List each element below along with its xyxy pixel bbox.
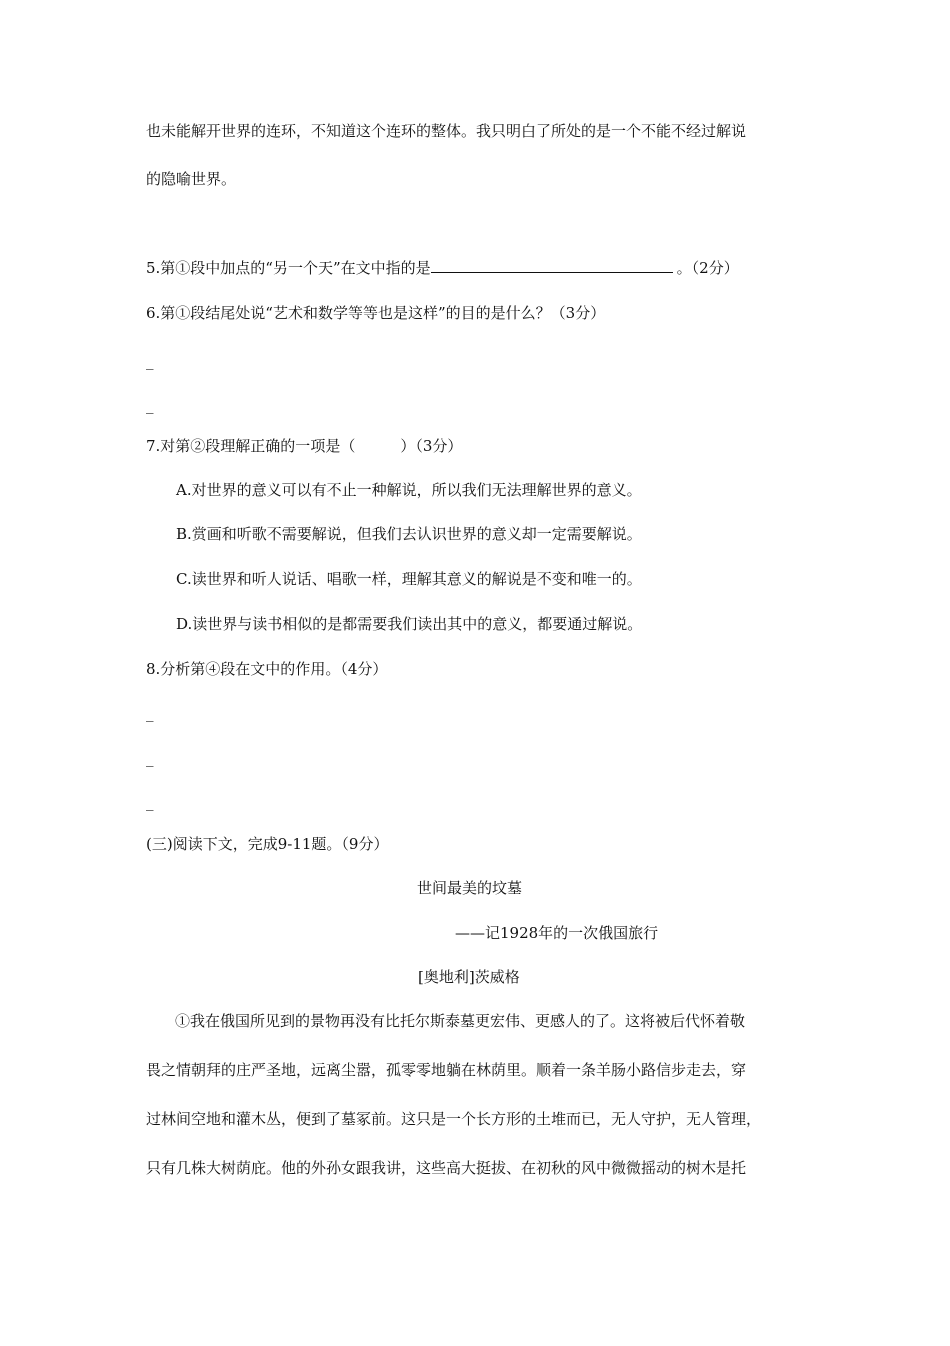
paragraph-line: 过林间空地和灌木丛，便到了墓冢前。这只是一个长方形的土堆而已，无人守护，无人管理， (146, 1110, 762, 1128)
passage-tail-line-2: 的隐喻世界。 (146, 170, 237, 188)
option-a[interactable]: A.对世界的意义可以有不止一种解说，所以我们无法理解世界的意义。 (176, 481, 642, 499)
answer-line[interactable]: _ (146, 396, 154, 414)
question-5 (146, 257, 739, 279)
paragraph-line: ①我在俄国所见到的景物再没有比托尔斯泰墓更宏伟、更感人的了。这将被后代怀着敬 (175, 1012, 746, 1030)
question-8: 8.分析第④段在文中的作用。（4分） (146, 660, 388, 678)
answer-line[interactable]: _ (146, 793, 154, 811)
paragraph-line: 只有几株大树荫庇。他的外孙女跟我讲，这些高大挺拔、在初秋的风中微微摇动的树木是托 (146, 1159, 747, 1177)
question-6: 6.第①段结尾处说“艺术和数学等等也是这样”的目的是什么？（3分） (146, 304, 606, 322)
paragraph-line: 畏之情朝拜的庄严圣地，远离尘嚣，孤零零地躺在林荫里。顺着一条羊肠小路信步走去，穿 (146, 1061, 747, 1079)
answer-line[interactable]: _ (146, 749, 154, 767)
question-7: 7.对第②段理解正确的一项是（ ）（3分） (146, 437, 463, 455)
article-author: [奥地利]茨威格 (418, 968, 520, 986)
section-3-heading: (三)阅读下文，完成9-11题。（9分） (146, 835, 389, 853)
answer-line[interactable]: _ (146, 704, 154, 722)
article-subtitle: ——记1928年的一次俄国旅行 (455, 924, 659, 942)
article-title: 世间最美的坟墓 (417, 879, 523, 897)
option-b[interactable]: B.赏画和听歌不需要解说，但我们去认识世界的意义却一定需要解说。 (176, 525, 642, 543)
question-5-text: 5.第①段中加点的“另一个天”在文中指的是 (146, 259, 431, 277)
answer-blank[interactable] (431, 258, 673, 273)
passage-tail-line-1: 也未能解开世界的连环，不知道这个连环的整体。我只明白了所处的是一个不能不经过解说 (146, 122, 747, 140)
answer-line[interactable]: _ (146, 352, 154, 370)
option-d[interactable]: D.读世界与读书相似的是都需要我们读出其中的意义，都要通过解说。 (176, 615, 643, 633)
question-5-suffix: 。（2分） (676, 259, 739, 277)
option-c[interactable]: C.读世界和听人说话、唱歌一样，理解其意义的解说是不变和唯一的。 (176, 570, 642, 588)
